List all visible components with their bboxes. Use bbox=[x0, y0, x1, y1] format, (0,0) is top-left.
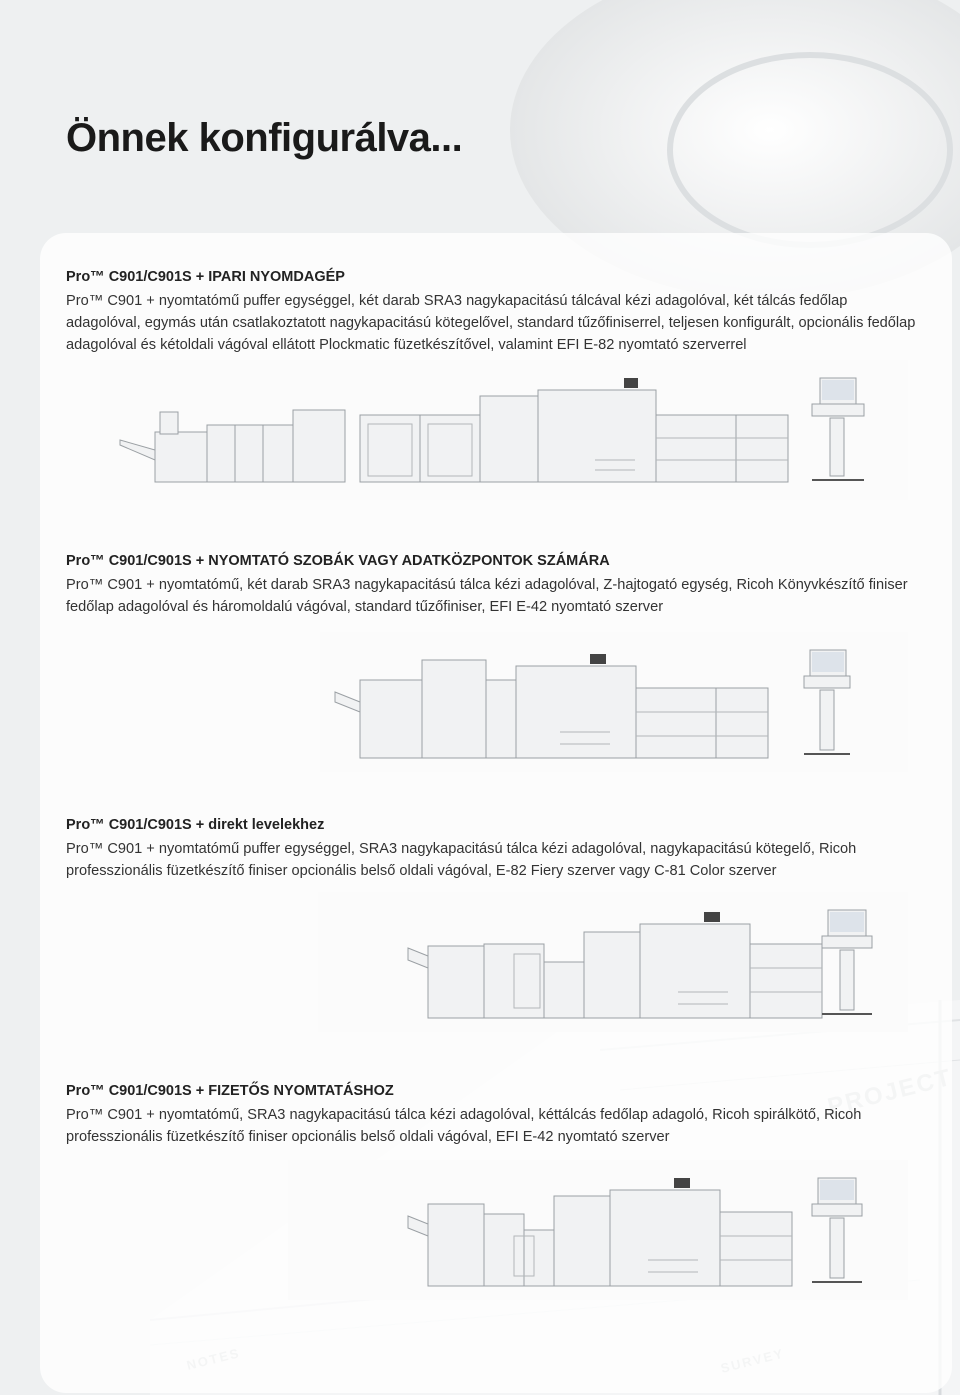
section-heading: Pro™ C901/C901S + NYOMTATÓ SZOBÁK VAGY ADATKÖZPONTOK SZÁMÁRA bbox=[66, 553, 610, 569]
config-section-direct-mail bbox=[66, 814, 926, 882]
config-section-industrial bbox=[66, 266, 926, 356]
section-description: Pro™ C901 + nyomtatómű, SRA3 nagykapacitású tálca kézi adagolóval, kéttálcás fedőlap adagoló, Ricoh spirálkötő, Ricoh professzionális füzetkészítő finiser opcionális belső oldali vágóval, EFI E-42 nyomtató szerver bbox=[66, 1107, 862, 1145]
section-description: Pro™ C901 + nyomtatómű puffer egységgel, két darab SRA3 nagykapacitású tálcával kézi adagolóval, két tálcás fedőlap adagolóval, egymás után csatlakoztatott nagykapacitású kötegelővel, standard tűzőfiniserrel, teljesen konfigurált, opcionális fedőlap adagolóval és kétoldali vágóval ellátott Plockmatic füzetkészítővel, valamint EFI E-82 nyomtató szerverrel bbox=[66, 293, 916, 353]
printer-configuration-industrial-image bbox=[100, 360, 908, 500]
section-heading: Pro™ C901/C901S + IPARI NYOMDAGÉP bbox=[66, 269, 345, 285]
section-description: Pro™ C901 + nyomtatómű puffer egységgel, SRA3 nagykapacitású tálca kézi adagolóval, nagykapacitású kötegelő, Ricoh professzionális füzetkészítő finiser opcionális belső oldali vágóval, E-82 Fiery szerver vagy C-81 Color szerver bbox=[66, 841, 857, 879]
section-heading: Pro™ C901/C901S + direkt levelekhez bbox=[66, 817, 325, 833]
printer-configuration-print-room-image bbox=[320, 632, 908, 772]
section-description: Pro™ C901 + nyomtatómű, két darab SRA3 nagykapacitású tálca kézi adagolóval, Z-hajtogató egység, Ricoh Könyvkészítő finiser fedőlap adagolóval és háromoldalú vágóval, standard tűzőfiniser, EFI E-42 nyomtató szerver bbox=[66, 577, 908, 615]
config-section-pay-for-print bbox=[66, 1080, 926, 1148]
section-heading: Pro™ C901/C901S + FIZETŐS NYOMTATÁSHOZ bbox=[66, 1083, 394, 1099]
printer-configuration-direct-mail-image bbox=[318, 892, 908, 1032]
page-title: Önnek konfigurálva... bbox=[66, 116, 463, 160]
config-section-print-room bbox=[66, 550, 926, 618]
printer-configuration-pay-for-print-image bbox=[288, 1160, 908, 1300]
